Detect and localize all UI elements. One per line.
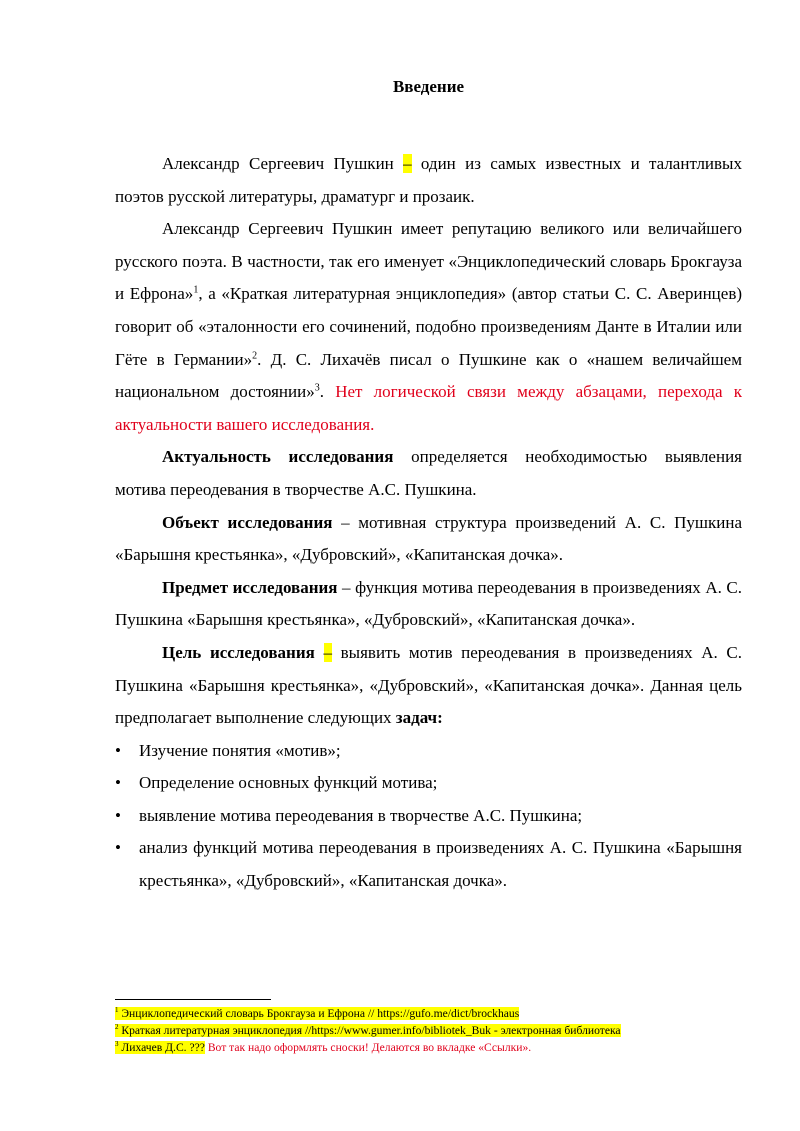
document-body bbox=[115, 148, 742, 898]
list-item-text: выявление мотива переодевания в творчестве А.С. Пушкина; bbox=[139, 805, 583, 825]
footnote-ref-1[interactable]: 1 bbox=[193, 284, 199, 296]
paragraph-intro bbox=[115, 148, 742, 213]
paragraph-reputation bbox=[115, 213, 742, 441]
footnote-text: Энциклопедический словарь Брокгауза и Ефрона // https://gufo.me/dict/brockhaus bbox=[118, 1007, 520, 1020]
paragraph-text: определяется необходимостью выявления мотива переодевания в творчестве А.С. Пушкина. bbox=[115, 447, 742, 499]
footnote-ref-3[interactable]: 3 bbox=[314, 382, 320, 394]
footnote-3 bbox=[115, 1039, 742, 1056]
list-item-text: Определение основных функций мотива; bbox=[139, 773, 438, 793]
list-item bbox=[115, 767, 742, 800]
footnote-separator bbox=[115, 999, 271, 1000]
paragraph-text: , а «Краткая литературная энциклопедия» (автор статьи С. С. Аверинцев) говорит об «эталонности его сочинений, подобно произведениям Данте в Италии или Гёте в Германии» bbox=[115, 284, 743, 369]
bullet-icon: • bbox=[115, 740, 121, 760]
reviewer-comment: Нет логической связи между абзацами, перехода к актуальности вашего исследования. bbox=[115, 382, 743, 434]
tasks-list bbox=[115, 735, 742, 898]
paragraph-text: один из самых известных и талантливых поэтов русской литературы, драматург и прозаик. bbox=[115, 154, 742, 206]
page-title: Введение bbox=[392, 77, 465, 96]
footnote-ref-2[interactable]: 2 bbox=[252, 349, 258, 361]
paragraph-text: . Д. С. Лихачёв писал о Пушкине как о «нашем величайшем национальном достоянии» bbox=[115, 349, 742, 402]
footnotes bbox=[115, 1005, 742, 1056]
bold-term: Цель исследования bbox=[162, 642, 315, 662]
footnote-number: 1 bbox=[115, 1006, 119, 1015]
bullet-icon: • bbox=[115, 838, 121, 858]
paragraph-subject bbox=[115, 572, 742, 637]
footnote-text: Краткая литературная энциклопедия //https://www.gumer.info/bibliotek_Buk - электронная библиотека bbox=[118, 1024, 621, 1037]
paragraph-text: . bbox=[319, 382, 336, 402]
highlighted-dash: – bbox=[323, 642, 332, 662]
list-item-text: анализ функций мотива переодевания в произведениях А. С. Пушкина «Барышня крестьянка», «Дубровский», «Капитанская дочка». bbox=[139, 838, 742, 891]
footnote-1 bbox=[115, 1005, 742, 1022]
list-item-text: Изучение понятия «мотив»; bbox=[139, 740, 341, 760]
paragraph-text: Александр Сергеевич Пушкин bbox=[162, 154, 404, 173]
bold-term: Предмет исследования bbox=[162, 577, 338, 597]
paragraph-relevance bbox=[115, 441, 742, 506]
footnote-number: 2 bbox=[115, 1023, 119, 1032]
footnote-number: 3 bbox=[115, 1040, 119, 1049]
paragraph-text: – функция мотива переодевания в произведениях А. С. Пушкина «Барышня крестьянка», «Дубровский», «Капитанская дочка». bbox=[115, 577, 743, 630]
bold-term: Актуальность исследования bbox=[162, 447, 394, 467]
highlighted-dash: – bbox=[403, 154, 412, 173]
footnote-2 bbox=[115, 1022, 742, 1039]
list-item bbox=[115, 800, 742, 833]
list-item bbox=[115, 832, 742, 897]
footnote-text: Лихачев Д.С. ??? bbox=[118, 1041, 205, 1054]
reviewer-comment: Вот так надо оформлять сноски! Делаются во вкладке «Ссылки». bbox=[204, 1041, 532, 1054]
bullet-icon: • bbox=[115, 805, 121, 825]
paragraph-text: – мотивная структура произведений А. С. Пушкина «Барышня крестьянка», «Дубровский», «Капитанская дочка». bbox=[115, 512, 742, 565]
paragraph-text: Александр Сергеевич Пушкин имеет репутацию великого или величайшего русского поэта. В частности, так его именует «Энциклопедический словарь Брокгауза и Ефрона» bbox=[115, 219, 742, 304]
list-item bbox=[115, 735, 742, 768]
bold-term: задач: bbox=[395, 708, 443, 728]
bold-term: Объект исследования bbox=[162, 512, 333, 532]
bullet-icon: • bbox=[115, 773, 121, 793]
paragraph-object bbox=[115, 507, 742, 572]
paragraph-text: выявить мотив переодевания в произведениях А. С. Пушкина «Барышня крестьянка», «Дубровский», «Капитанская дочка». Данная цель предполагает выполнение следующих bbox=[115, 642, 742, 728]
paragraph-goal bbox=[115, 637, 742, 735]
